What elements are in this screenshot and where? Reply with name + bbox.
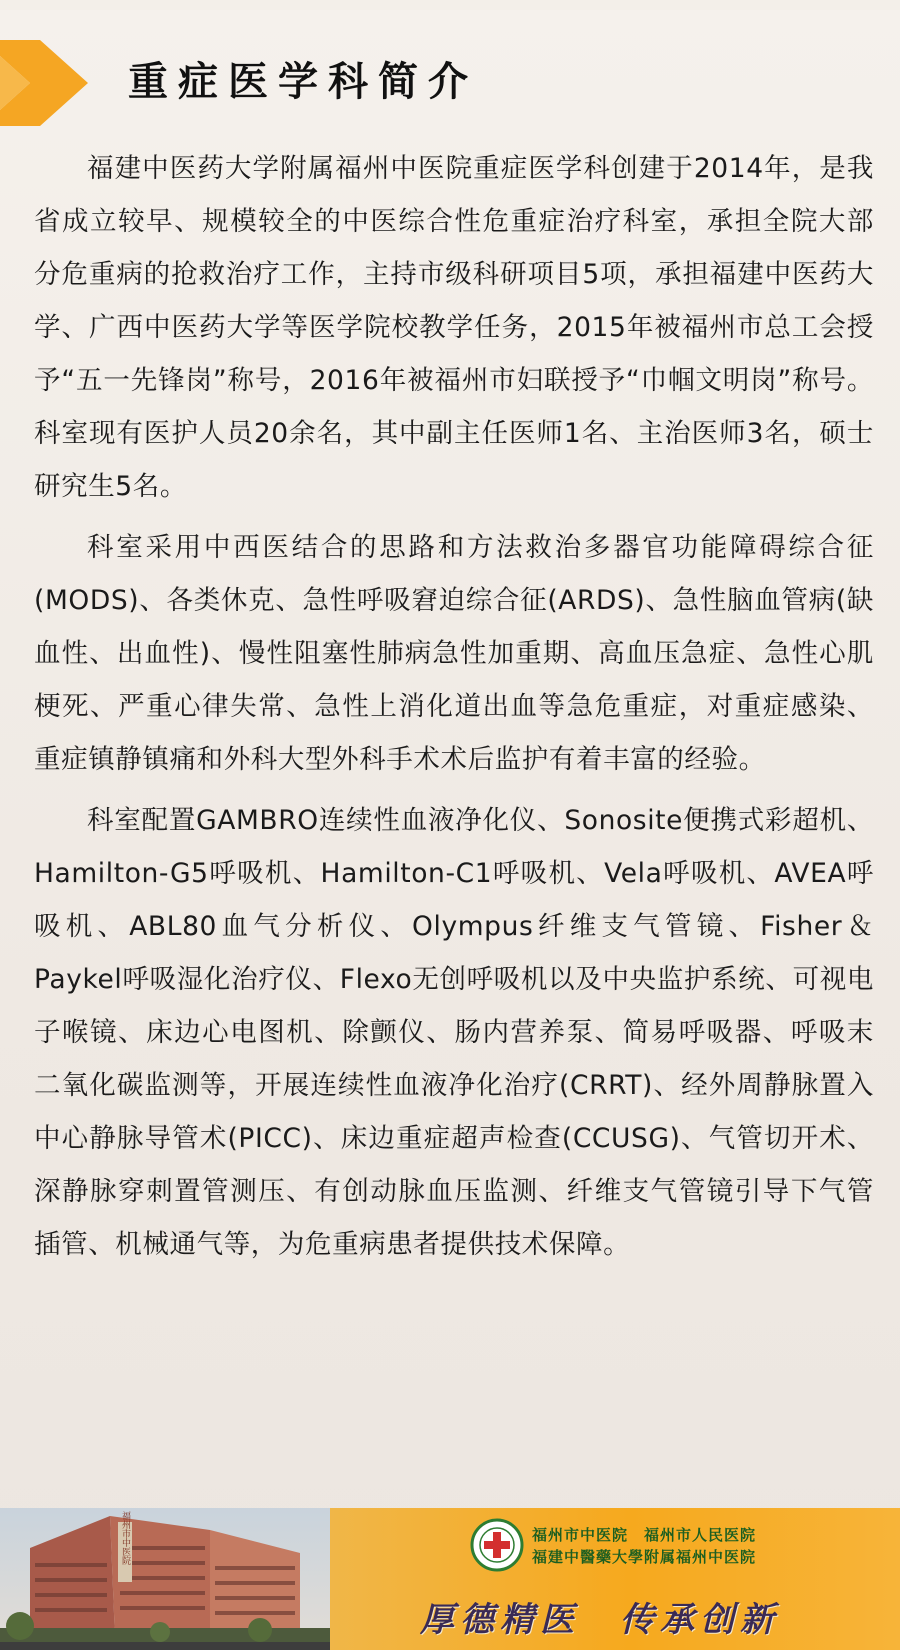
article-body <box>34 142 874 1279</box>
hospital-names: 福州市中医院 福州市人民医院 <box>532 1526 757 1544</box>
hospital-building-image <box>0 1508 330 1650</box>
page-title: 重症医学科简介 <box>128 58 478 105</box>
hospital-logo-icon <box>470 1518 524 1572</box>
paragraph-intro: 福建中医药大学附属福州中医院重症医学科创建于2014年，是我省成立较早、规模较全的中医综合性危重症治疗科室，承担全院大部分危重病的抢救治疗工作，主持市级科研项目5项，承担福建中医药大学、广西中医药大学等医学院校教学任务，2015年被福州市总工会授予“五一先锋岗”称号，2016年被福州市妇联授予“巾帼文明岗”称号。科室现有医护人员20余名，其中副主任医师1名、主治医师3名，硕士研究生5名。 <box>34 153 874 502</box>
paragraph-equipment: 科室配置GAMBRO连续性血液净化仪、Sonosite便携式彩超机、Hamilton-G5呼吸机、Hamilton-C1呼吸机、Vela呼吸机、AVEA呼吸机、ABL80血气分析仪、Olympus纤维支气管镜、Fisher＆Paykel呼吸湿化治疗仪、Flexo无创呼吸机以及中央监护系统、可视电子喉镜、床边心电图机、除颤仪、肠内营养泵、简易呼吸器、呼吸末二氧化碳监测等，开展连续性血液净化治疗(CRRT)、经外周静脉置入中心静脉导管术(PICC)、床边重症超声检查(CCUSG)、气管切开术、深静脉穿刺置管测压、有创动脉血压监测、纤维支气管镜引导下气管插管、机械通气等，为危重病患者提供技术保障。 <box>34 805 874 1260</box>
hospital-motto: 厚德精医 传承创新 <box>420 1600 780 1640</box>
paragraph-treatment: 科室采用中西医结合的思路和方法救治多器官功能障碍综合征(MODS)、各类休克、急性呼吸窘迫综合征(ARDS)、急性脑血管病(缺血性、出血性)、慢性阻塞性肺病急性加重期、高血压急症、急性心肌梗死、严重心律失常、急性上消化道出血等急危重症，对重症感染、重症镇静镇痛和外科大型外科手术术后监护有着丰富的经验。 <box>34 532 874 775</box>
building-sign-text: 福州市中医院 <box>120 1511 130 1565</box>
top-border <box>0 0 900 10</box>
chevron-arrow-icon <box>0 40 90 126</box>
footer-banner <box>0 1508 900 1650</box>
university-affiliation: 福建中醫藥大學附属福州中医院 <box>532 1548 757 1566</box>
